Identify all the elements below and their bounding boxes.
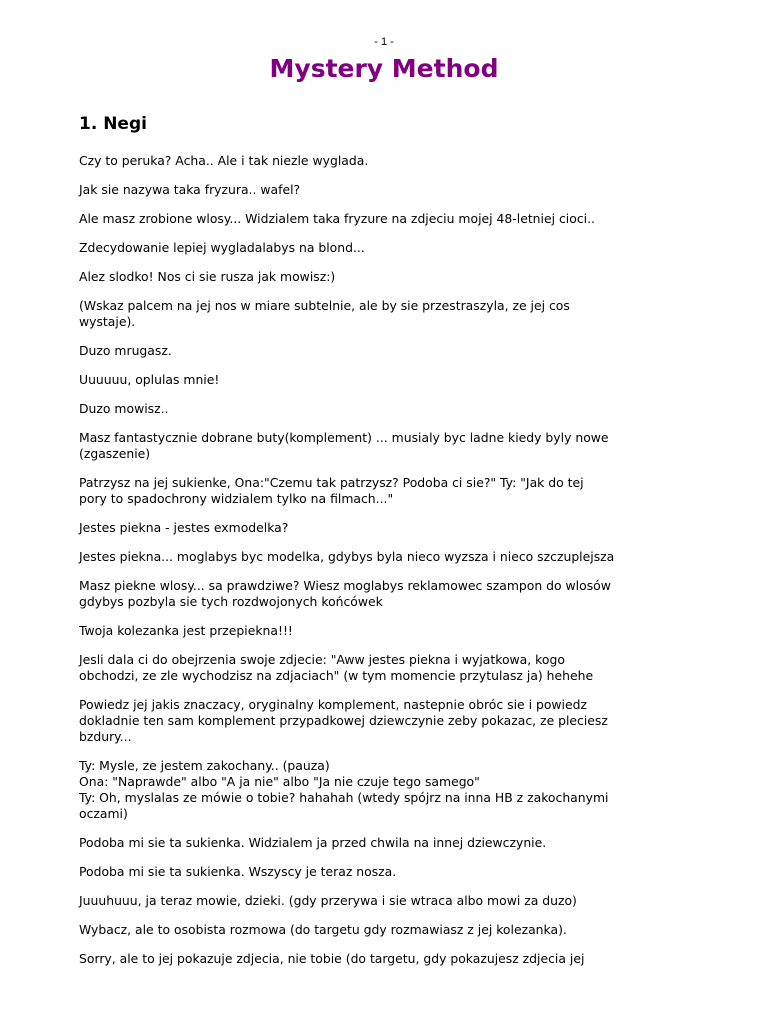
paragraph-line: Patrzysz na jej sukienke, Ona:"Czemu tak patrzysz? Podoba ci sie?" Ty: "Jak do tej — [79, 475, 584, 490]
paragraph-line: bzdury... — [79, 729, 132, 744]
paragraph-line: Wybacz, ale to osobista rozmowa (do targetu gdy rozmawiasz z jej kolezanka). — [79, 922, 567, 937]
paragraph-line: gdybys pozbyla sie tych rozdwojonych końcówek — [79, 594, 383, 609]
paragraph-line: wystaje). — [79, 314, 136, 329]
page-number: - 1 - — [374, 36, 394, 48]
paragraph-line: Jak sie nazywa taka fryzura.. wafel? — [79, 182, 301, 197]
paragraph — [79, 835, 709, 851]
paragraph-line: Ale masz zrobione wlosy... Widzialem taka fryzure na zdjeciu mojej 48-letniej cioci.. — [79, 211, 595, 226]
document-title: Mystery Method — [269, 54, 499, 83]
paragraph-line: Masz piekne wlosy... sa prawdziwe? Wiesz moglabys reklamowec szampon do wlosów — [79, 578, 611, 593]
paragraph — [79, 652, 709, 684]
paragraph-line: Masz fantastycznie dobrane buty(komplement) ... musialy byc ladne kiedy byly nowe — [79, 430, 609, 445]
paragraph-line: Uuuuuu, oplulas mnie! — [79, 372, 220, 387]
paragraph — [79, 211, 709, 227]
section-heading: 1. Negi — [79, 114, 147, 134]
document-body — [79, 153, 709, 980]
paragraph — [79, 623, 709, 639]
paragraph — [79, 269, 709, 285]
paragraph — [79, 549, 709, 565]
paragraph — [79, 893, 709, 909]
paragraph — [79, 578, 709, 610]
paragraph-line: Duzo mowisz.. — [79, 401, 169, 416]
paragraph-line: Alez slodko! Nos ci sie rusza jak mowisz:) — [79, 269, 336, 284]
paragraph-line: Twoja kolezanka jest przepiekna!!! — [79, 623, 293, 638]
paragraph-line: (zgaszenie) — [79, 446, 151, 461]
paragraph-line: Ona: "Naprawde" albo "A ja nie" albo "Ja nie czuje tego samego" — [79, 774, 480, 789]
paragraph — [79, 951, 709, 967]
paragraph-line: oczami) — [79, 806, 128, 821]
paragraph-line: Ty: Oh, myslalas ze mówie o tobie? hahahah (wtedy spójrz na inna HB z zakochanymi — [79, 790, 609, 805]
paragraph — [79, 153, 709, 169]
paragraph — [79, 864, 709, 880]
paragraph — [79, 240, 709, 256]
paragraph — [79, 430, 709, 462]
paragraph — [79, 372, 709, 388]
paragraph — [79, 697, 709, 745]
paragraph-line: dokladnie ten sam komplement przypadkowej dziewczynie zeby pokazac, ze pleciesz — [79, 713, 608, 728]
paragraph-line: Zdecydowanie lepiej wygladalabys na blond... — [79, 240, 365, 255]
paragraph — [79, 401, 709, 417]
paragraph-line: Powiedz jej jakis znaczacy, oryginalny komplement, nastepnie obróc sie i powiedz — [79, 697, 587, 712]
paragraph-line: Duzo mrugasz. — [79, 343, 172, 358]
paragraph — [79, 343, 709, 359]
paragraph — [79, 475, 709, 507]
paragraph-line: Jestes piekna - jestes exmodelka? — [79, 520, 289, 535]
paragraph-line: obchodzi, ze zle wychodzisz na zdjaciach" (w tym momencie przytulasz ja) hehehe — [79, 668, 594, 683]
paragraph — [79, 298, 709, 330]
paragraph-line: Podoba mi sie ta sukienka. Wszyscy je teraz nosza. — [79, 864, 397, 879]
paragraph-line: Juuuhuuu, ja teraz mowie, dzieki. (gdy przerywa i sie wtraca albo mowi za duzo) — [79, 893, 577, 908]
paragraph-line: (Wskaz palcem na jej nos w miare subtelnie, ale by sie przestraszyla, ze jej cos — [79, 298, 570, 313]
paragraph-line: Jesli dala ci do obejrzenia swoje zdjecie: "Aww jestes piekna i wyjatkowa, kogo — [79, 652, 565, 667]
paragraph-line: Ty: Mysle, ze jestem zakochany.. (pauza) — [79, 758, 330, 773]
paragraph-line: Podoba mi sie ta sukienka. Widzialem ja przed chwila na innej dziewczynie. — [79, 835, 547, 850]
paragraph — [79, 922, 709, 938]
paragraph — [79, 758, 709, 822]
paragraph-line: Czy to peruka? Acha.. Ale i tak niezle wyglada. — [79, 153, 369, 168]
paragraph-line: Jestes piekna... moglabys byc modelka, gdybys byla nieco wyzsza i nieco szczuplejsza — [79, 549, 615, 564]
paragraph-line: Sorry, ale to jej pokazuje zdjecia, nie tobie (do targetu, gdy pokazujesz zdjecia jej — [79, 951, 585, 966]
paragraph — [79, 520, 709, 536]
paragraph — [79, 182, 709, 198]
paragraph-line: pory to spadochrony widzialem tylko na filmach..." — [79, 491, 394, 506]
